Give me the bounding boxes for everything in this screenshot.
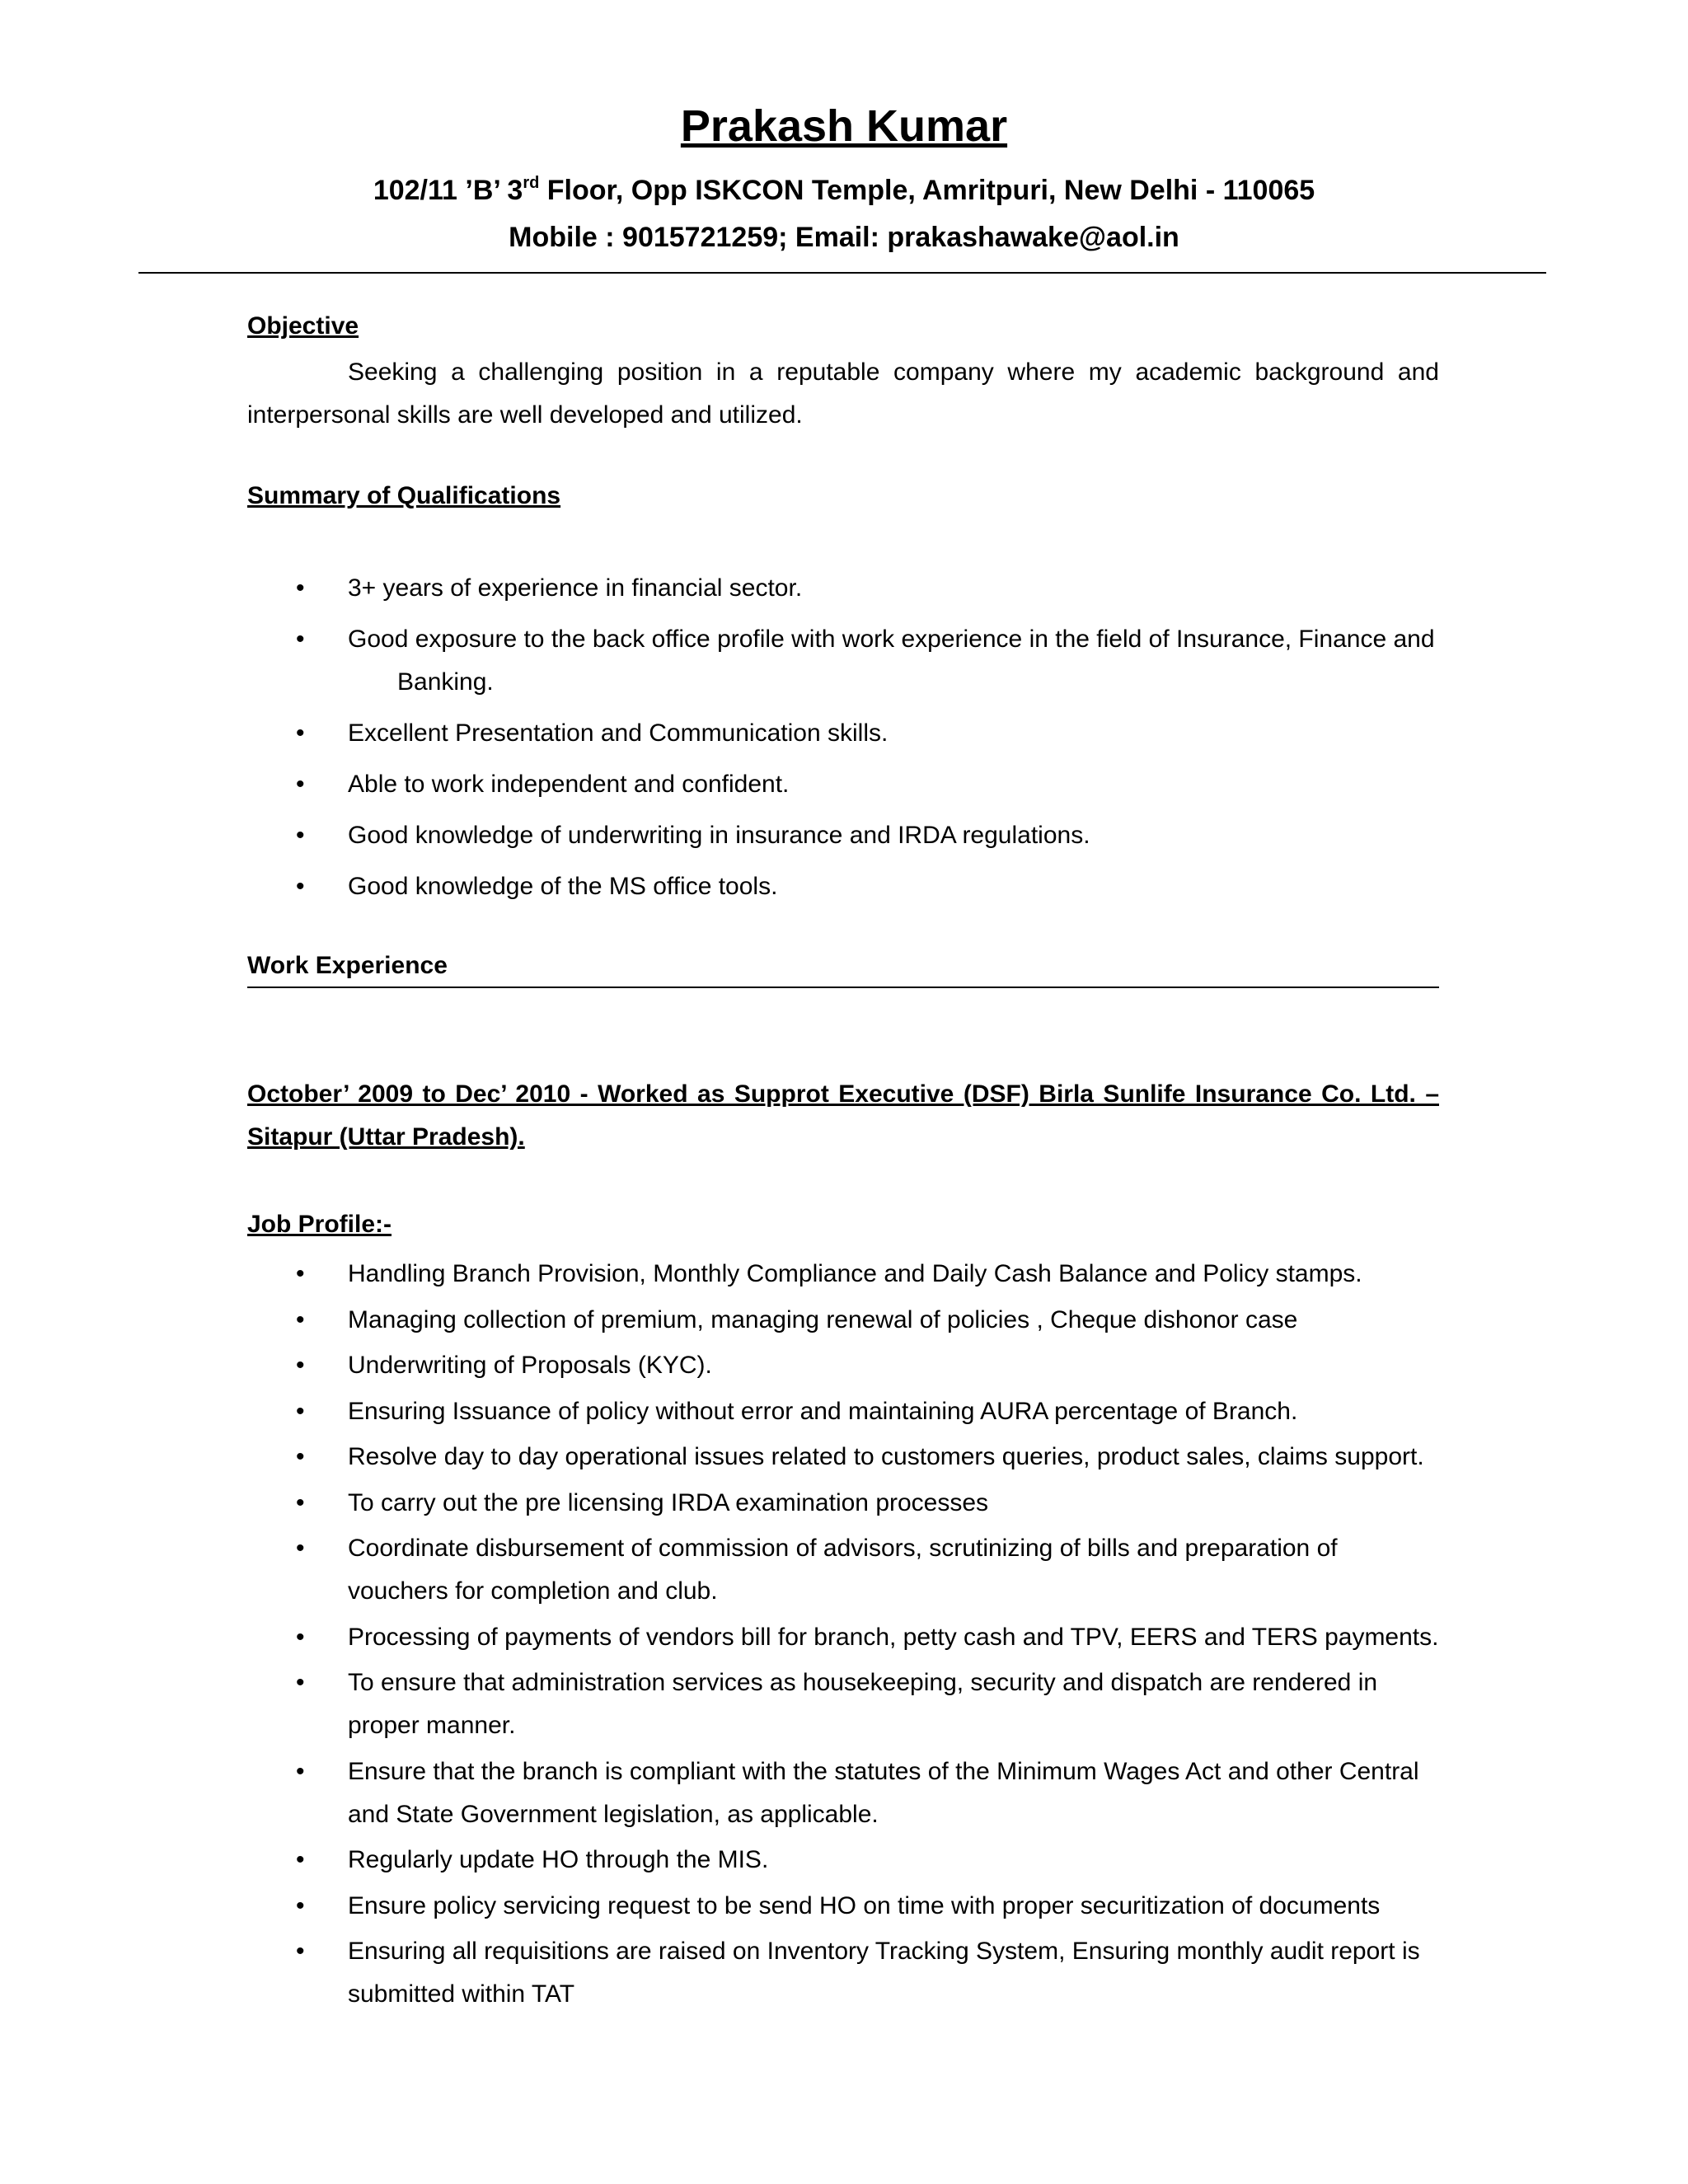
list-item <box>247 1616 1439 1659</box>
list-item-text: Ensuring all requisitions are raised on Inventory Tracking System, Ensuring monthly audit report is submitted within TAT <box>348 1938 1420 2008</box>
bullet-icon: • <box>296 626 305 653</box>
list-item <box>247 618 1439 704</box>
qualifications-heading: Summary of Qualifications <box>247 482 561 509</box>
list-item <box>247 814 1439 857</box>
list-item-text: Handling Branch Provision, Monthly Compliance and Daily Cash Balance and Policy stamps. <box>348 1260 1362 1287</box>
list-item-text: Resolve day to day operational issues related to customers queries, product sales, claims support. <box>348 1443 1424 1470</box>
candidate-name: Prakash Kumar <box>680 101 1008 151</box>
list-item <box>247 712 1439 755</box>
bullet-icon: • <box>296 1535 305 1562</box>
list-item-text: Processing of payments of vendors bill for branch, petty cash and TPV, EERS and TERS payments. <box>348 1623 1439 1651</box>
list-item <box>247 1930 1439 2016</box>
list-item-text: Coordinate disbursement of commission of advisors, scrutinizing of bills and preparation of vouchers for completion and club. <box>348 1535 1338 1605</box>
list-item-text: Ensure that the branch is compliant with the statutes of the Minimum Wages Act and other Central and State Government legislation, as applicable. <box>348 1757 1419 1828</box>
job-profile-heading: Job Profile:- <box>247 1211 392 1238</box>
list-item <box>247 1299 1439 1342</box>
bullet-icon: • <box>296 1669 305 1696</box>
list-item-continuation: Banking. <box>397 668 494 696</box>
list-item <box>247 1390 1439 1433</box>
list-item-text: Good knowledge of underwriting in insurance and IRDA regulations. <box>348 822 1090 849</box>
list-item-text: Excellent Presentation and Communication skills. <box>348 719 889 747</box>
bullet-icon: • <box>296 1352 305 1379</box>
list-item-text: Regularly update HO through the MIS. <box>348 1846 769 1873</box>
list-item-text: Managing collection of premium, managing renewal of policies , Cheque dishonor case <box>348 1305 1298 1333</box>
list-item <box>247 1253 1439 1296</box>
bullet-icon: • <box>296 771 305 798</box>
list-item-text: Ensure policy servicing request to be send HO on time with proper securitization of documents <box>348 1891 1381 1919</box>
job-profile-list <box>247 1253 1439 2019</box>
bullet-icon: • <box>296 1397 305 1425</box>
bullet-icon: • <box>296 719 305 747</box>
bullet-icon: • <box>296 1846 305 1873</box>
bullet-icon: • <box>296 1305 305 1333</box>
bullet-icon: • <box>296 1623 305 1651</box>
bullet-icon: • <box>296 1891 305 1919</box>
work-experience-rule <box>247 987 1439 988</box>
bullet-icon: • <box>296 873 305 900</box>
bullet-icon: • <box>296 1260 305 1287</box>
address-part-1: 102/11 ’B’ 3 <box>373 175 523 206</box>
qualifications-list <box>247 567 1439 916</box>
address-superscript: rd <box>523 174 540 192</box>
work-experience-heading: Work Experience <box>247 952 448 979</box>
list-item-text: To ensure that administration services as housekeeping, security and dispatch are rendered in proper manner. <box>348 1669 1378 1739</box>
bullet-icon: • <box>296 1443 305 1470</box>
list-item-text: To carry out the pre licensing IRDA examination processes <box>348 1488 989 1516</box>
list-item <box>247 865 1439 908</box>
list-item-text: Good knowledge of the MS office tools. <box>348 873 778 900</box>
list-item <box>247 1750 1439 1836</box>
bullet-icon: • <box>296 822 305 849</box>
employment-period: October’ 2009 to Dec’ 2010 - Worked as Supprot Executive (DSF) Birla Sunlife Insurance Co. Ltd. – Sitapur (Uttar Pradesh). <box>247 1080 1439 1151</box>
bullet-icon: • <box>296 1488 305 1516</box>
bullet-icon: • <box>296 574 305 602</box>
header-divider <box>138 272 1546 274</box>
list-item-text: 3+ years of experience in financial sector. <box>348 574 803 602</box>
list-item-text: Ensuring Issuance of policy without error and maintaining AURA percentage of Branch. <box>348 1397 1298 1425</box>
list-item <box>247 1344 1439 1387</box>
list-item <box>247 1527 1439 1613</box>
bullet-icon: • <box>296 1757 305 1785</box>
list-item <box>247 567 1439 610</box>
address-line <box>0 171 1688 209</box>
list-item <box>247 1661 1439 1747</box>
contact-line: Mobile : 9015721259; Email: prakashawake@aol.in <box>509 222 1179 253</box>
address-part-2: Floor, Opp ISKCON Temple, Amritpuri, New Delhi - 110065 <box>539 175 1315 206</box>
list-item-text: Able to work independent and confident. <box>348 771 790 798</box>
list-item-text: Good exposure to the back office profile with work experience in the field of Insurance, Finance and <box>348 626 1435 653</box>
list-item <box>247 1436 1439 1479</box>
list-item <box>247 1482 1439 1525</box>
bullet-icon: • <box>296 1938 305 1965</box>
list-item <box>247 1839 1439 1882</box>
list-item <box>247 763 1439 806</box>
list-item <box>247 1885 1439 1928</box>
objective-heading: Objective <box>247 312 359 340</box>
objective-text: Seeking a challenging position in a reputable company where my academic background and interpersonal skills are well developed and utilized. <box>247 359 1439 429</box>
list-item-text: Underwriting of Proposals (KYC). <box>348 1352 712 1379</box>
